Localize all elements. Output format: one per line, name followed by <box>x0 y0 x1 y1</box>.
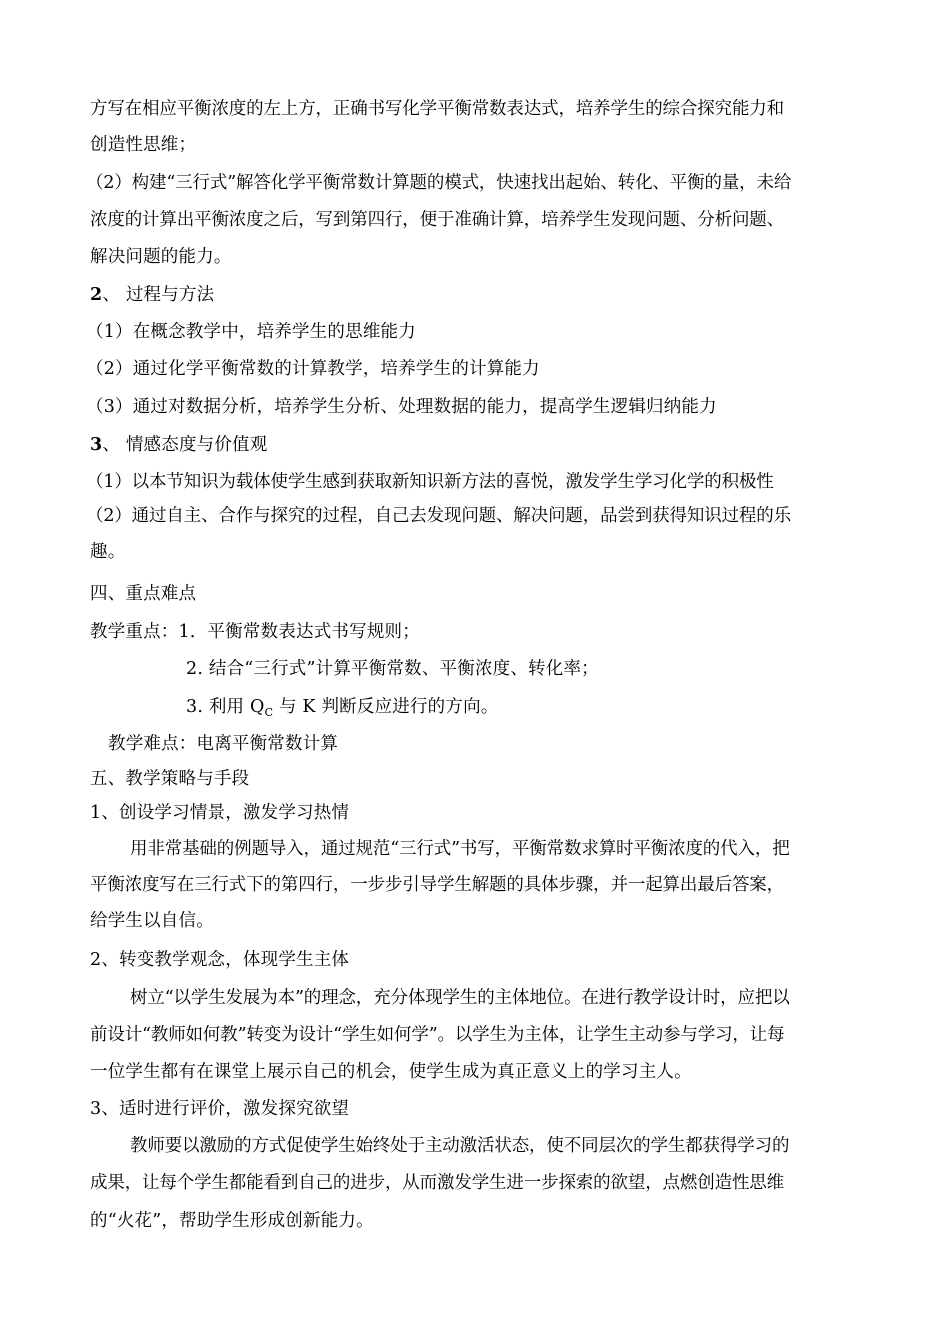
paragraph-line: 创造性思维； <box>90 135 197 155</box>
paragraph-line: 一位学生都有在课堂上展示自己的机会，使学生成为真正意义上的学习主人。 <box>90 1062 692 1082</box>
paragraph-line: 平衡浓度写在三行式下的第四行，一步步引导学生解题的具体步骤，并一起算出最后答案， <box>90 875 784 895</box>
paragraph-line: 解决问题的能力。 <box>90 247 232 267</box>
paragraph-line: 趣。 <box>90 542 126 562</box>
paragraph-line: 树立“以学生发展为本”的理念，充分体现学生的主体地位。在进行教学设计时，应把以 <box>130 988 790 1008</box>
heading-number: 2 <box>90 285 103 305</box>
heading-text: 、 过程与方法 <box>102 285 215 305</box>
paragraph-line: 浓度的计算出平衡浓度之后，写到第四行，便于准确计算，培养学生发现问题、分析问题、 <box>90 210 784 230</box>
section-title: 四、重点难点 <box>90 584 197 604</box>
list-item: （1）以本节知识为载体使学生感到获取新知识新方法的喜悦，激发学生学习化学的积极性 <box>86 472 774 492</box>
section-title: 五、教学策略与手段 <box>90 769 250 789</box>
paragraph-line: 的“火花”，帮助学生形成创新能力。 <box>90 1211 374 1231</box>
q-subscript: C <box>264 706 274 719</box>
list-item: （3）通过对数据分析，培养学生分析、处理数据的能力，提高学生逻辑归纳能力 <box>86 397 717 417</box>
list-item: （2）通过化学平衡常数的计算教学，培养学生的计算能力 <box>86 359 540 379</box>
subsection-title: 1、创设学习情景，激发学习热情 <box>90 803 350 823</box>
subsection-title: 2、转变教学观念，体现学生主体 <box>90 950 350 970</box>
paragraph-line: 成果，让每个学生都能看到自己的进步，从而激发学生进一步探索的欲望，点燃创造性思维 <box>90 1173 784 1193</box>
key-point-1: 教学重点：1．平衡常数表达式书写规则； <box>90 622 420 642</box>
section-heading-2 <box>90 284 870 306</box>
list-item: （1）在概念教学中，培养学生的思维能力 <box>86 322 416 342</box>
key-point-3 <box>186 696 950 718</box>
paragraph-line: 给学生以自信。 <box>90 911 214 931</box>
paragraph-line: 用非常基础的例题导入，通过规范“三行式”书写，平衡常数求算时平衡浓度的代入，把 <box>130 839 790 859</box>
heading-number: 3 <box>90 435 103 455</box>
list-item: （2）通过自主、合作与探究的过程，自己去发现问题、解决问题，品尝到获得知识过程的乐 <box>86 506 791 526</box>
section-heading-3 <box>90 434 870 456</box>
key-point-3-suffix: 与 K 判断反应进行的方向。 <box>273 697 499 717</box>
difficulty-line: 教学难点：电离平衡常数计算 <box>108 734 339 754</box>
paragraph-line: 教师要以激励的方式促使学生始终处于主动激活状态，使不同层次的学生都获得学习的 <box>130 1136 790 1156</box>
key-point-2: 2. 结合“三行式”计算平衡常数、平衡浓度、转化率； <box>186 659 599 679</box>
heading-text: 、 情感态度与价值观 <box>102 435 268 455</box>
key-point-3-prefix: 3. 利用 Q <box>186 697 265 717</box>
paragraph-line: （2）构建“三行式”解答化学平衡常数计算题的模式，快速找出起始、转化、平衡的量，未给 <box>86 173 792 193</box>
paragraph-line: 前设计“教师如何教”转变为设计“学生如何学”。以学生为主体，让学生主动参与学习，让每 <box>90 1025 785 1045</box>
paragraph-line: 方写在相应平衡浓度的左上方，正确书写化学平衡常数表达式，培养学生的综合探究能力和 <box>90 99 784 119</box>
subsection-title: 3、适时进行评价，激发探究欲望 <box>90 1099 350 1119</box>
